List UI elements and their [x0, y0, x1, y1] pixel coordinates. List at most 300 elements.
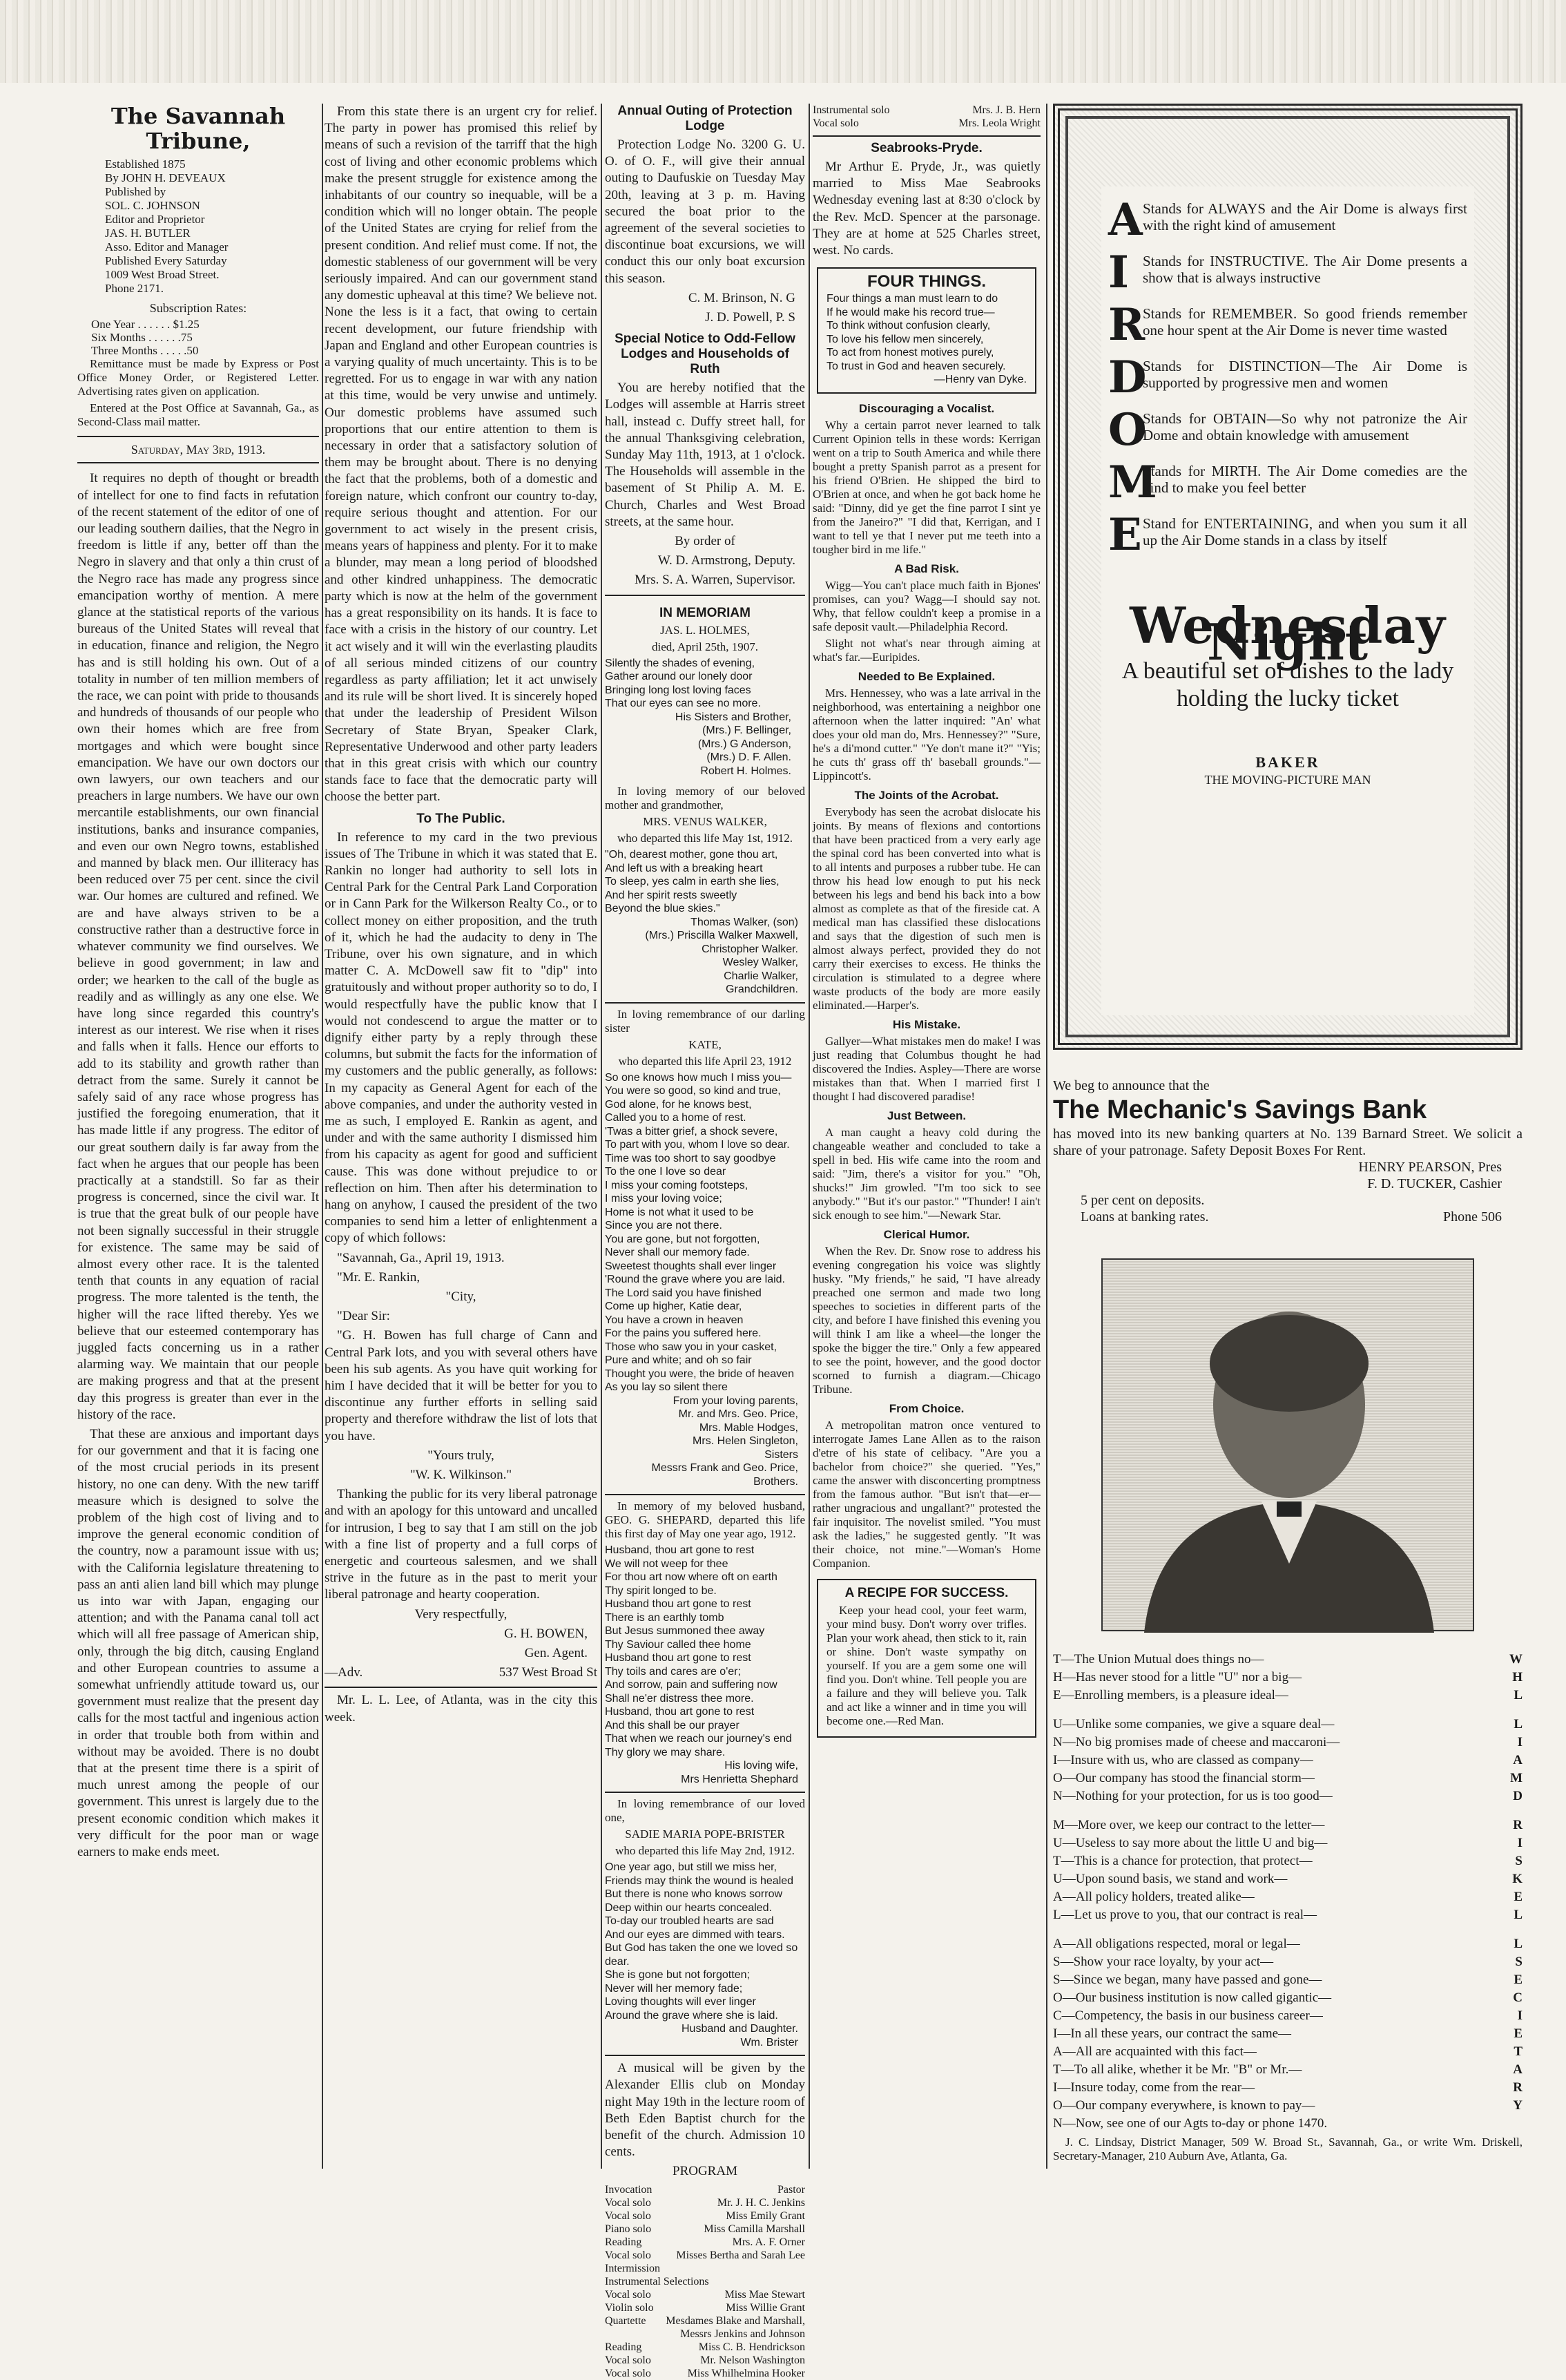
- program-part: Instrumental solo: [813, 104, 890, 116]
- air-dome-initial: D: [1108, 352, 1147, 403]
- story-heading: Just Between.: [887, 1109, 967, 1122]
- acrostic-letter: L: [1514, 1908, 1522, 1922]
- masthead-phone: Phone 2171.: [105, 282, 164, 295]
- air-dome-item: [1108, 247, 1467, 298]
- air-dome-initial: M: [1108, 457, 1157, 508]
- air-dome-text: Stands for REMEMBER. So good friends remember one hour spent at the Air Dome is never time wasted: [1143, 305, 1467, 338]
- recipe-box: [817, 1579, 1036, 1738]
- acrostic-line: [1053, 2115, 1522, 2133]
- acrostic-line: [1053, 2025, 1522, 2043]
- bank-phone: Phone 506: [1443, 1209, 1502, 1225]
- issue-date: Saturday, May 3rd, 1913.: [77, 436, 319, 463]
- masthead-editor1: SOL. C. JOHNSON: [105, 199, 200, 212]
- union-mutual-acrostic: [1053, 1651, 1522, 2133]
- acrostic-letter: T: [1514, 2044, 1522, 2059]
- memoriam-signatures: [605, 711, 805, 778]
- thanks-footer: [325, 1664, 597, 1681]
- masthead-editor2-role: Asso. Editor and Manager: [105, 240, 229, 253]
- program-item: [813, 104, 1041, 117]
- signature-line: Mrs. Helen Singleton,: [693, 1435, 798, 1448]
- acrostic-line: [1053, 1669, 1522, 1687]
- program-performer: Miss Willie Grant: [726, 2301, 805, 2314]
- memoriam-poem: [605, 1861, 805, 2022]
- program-performer: Mr. J. H. C. Jenkins: [717, 2196, 805, 2209]
- memoriam-poem: [605, 657, 805, 711]
- signature-line: (Mrs.) F. Bellinger,: [702, 724, 791, 737]
- signature-line: (Mrs.) G Anderson,: [697, 738, 791, 750]
- acrostic-line: [1053, 2097, 1522, 2115]
- poem-line: To part with you, whom I love so dear.: [605, 1139, 790, 1151]
- bank-cashier: F. D. TUCKER, Cashier: [1367, 1176, 1502, 1191]
- story-heading: Discouraging a Vocalist.: [858, 401, 995, 415]
- program-item: [605, 2249, 805, 2262]
- letter-city: "City,: [445, 1289, 476, 1305]
- poem-line: You were so good, so kind and true,: [605, 1085, 781, 1097]
- thanks-signature: G. H. BOWEN,: [504, 1626, 588, 1641]
- air-dome-item: [1108, 194, 1467, 246]
- acrostic-line: [1053, 1953, 1522, 1971]
- program-performer: Miss C. B. Hendrickson: [698, 2341, 805, 2353]
- thanks-role: Gen. Agent.: [524, 1646, 588, 1661]
- notice-signature: W. D. Armstrong, Deputy.: [657, 553, 795, 568]
- poem-line: Beyond the blue skies.": [605, 903, 720, 915]
- acrostic-text: O—Our company has stood the financial storm—: [1053, 1771, 1315, 1785]
- recipe-body: Keep your head cool, your feet warm, your mind busy. Don't worry over trifles. Plan your work ahead, then stick to it, rain or shine. Don't waste sympathy on yourself. If you are a gem some one will find you. Don't whine. Tell people you are a failure and they will believe you. Talk and act like a winner and in time you will become one.—Red Man.: [826, 1603, 1027, 1727]
- memoriam-name: JAS. L. HOLMES,: [660, 623, 750, 637]
- bank-intro: We beg to announce that the: [1053, 1078, 1210, 1093]
- poem-line: The Lord said you have finished: [605, 1287, 762, 1299]
- acrostic-text: I—In all these years, our contract the same—: [1053, 2026, 1292, 2041]
- acrostic-text: T—The Union Mutual does things no—: [1053, 1652, 1264, 1667]
- program-performer: Mrs. A. F. Orner: [732, 2236, 805, 2248]
- signature-line: From your loving parents,: [673, 1394, 798, 1407]
- subscription-heading: Subscription Rates:: [149, 301, 247, 315]
- acrostic-letter: E: [1514, 2026, 1522, 2041]
- memoriam-signatures: [605, 2022, 805, 2049]
- program-item: [605, 2183, 805, 2196]
- poem-line: That when we reach our journey's end: [605, 1733, 792, 1745]
- air-dome-initial: R: [1108, 299, 1146, 351]
- poem-line: 'Twas a bitter grief, a shock severe,: [605, 1125, 778, 1138]
- memoriam-1: [605, 595, 805, 778]
- acrostic-text: I—Insure with us, who are classed as company—: [1053, 1753, 1313, 1767]
- poem-line: And her spirit rests sweetly: [605, 889, 737, 901]
- acrostic-text: I—Insure today, come from the rear—: [1053, 2080, 1255, 2095]
- acrostic-line: [1053, 2043, 1522, 2061]
- poem-line: You have a crown in heaven: [605, 1314, 744, 1326]
- bank-title: The Mechanic's Savings Bank: [1053, 1095, 1427, 1124]
- poem-line: For thou art now where oft on earth: [605, 1571, 777, 1584]
- signature-line: His loving wife,: [724, 1760, 798, 1772]
- wednesday-night-subtitle: A beautiful set of dishes to the lady holding the lucky ticket: [1121, 658, 1454, 712]
- poem-line: 'Round the grave where you are laid.: [605, 1274, 785, 1286]
- bank-loans: Loans at banking rates.: [1081, 1209, 1209, 1225]
- air-dome-ad-content: [1101, 186, 1474, 1015]
- acrostic-letter: E: [1514, 1973, 1522, 1987]
- subscription-rate: Three Months . . . . .50: [91, 344, 199, 358]
- poem-line: To-day our troubled hearts are sad: [605, 1915, 774, 1928]
- masthead-published: Published Every Saturday: [105, 254, 227, 267]
- program-item: [605, 2223, 805, 2236]
- acrostic-letter: I: [1517, 1735, 1522, 1749]
- program-part: Reading: [605, 2236, 642, 2248]
- program-item: [813, 117, 1041, 130]
- poem-line: As you lay so silent there: [605, 1381, 728, 1394]
- program-performer: Miss Whilhelmina Hooker: [687, 2367, 805, 2379]
- program-continued: [813, 104, 1041, 130]
- program-part: Vocal solo: [605, 2249, 651, 2261]
- poem-line: Time was too short to say goodbye: [605, 1152, 776, 1164]
- union-mutual-footer: J. C. Lindsay, District Manager, 509 W. Broad St., Savannah, Ga., or write Wm. Driskell, Secretary-Manager, 210 Auburn Ave, Atlanta, Ga.: [1053, 2136, 1522, 2162]
- signature-line: Thomas Walker, (son): [690, 916, 798, 928]
- remittance-note: Remittance must be made by Express or Post Office Money Order, or Registered Letter. Advertising rates given on application.: [77, 357, 319, 399]
- poem-line: You are gone, but not forgotten,: [605, 1233, 760, 1245]
- poem-line: But God has taken the one we loved so dear.: [605, 1942, 798, 1968]
- musical-body: A musical will be given by the Alexander Ellis club on Monday night May 19th in the lecture room of Beth Eden Baptist church for the benefit of the church. Admission 10 cents.: [605, 2061, 805, 2160]
- poem-line: And left us with a breaking heart: [605, 862, 763, 874]
- column-5: [1053, 104, 1522, 2169]
- wednesday-night-title: Wednesday Night: [1130, 596, 1446, 672]
- acrostic-letter: E: [1514, 1890, 1522, 1904]
- acrostic-text: S—Show your race loyalty, by your act—: [1053, 1955, 1274, 1969]
- air-dome-initial: I: [1108, 247, 1129, 298]
- program-part: Invocation: [605, 2183, 652, 2196]
- program-item: [605, 2236, 805, 2249]
- acrostic-text: T—This is a chance for protection, that protect—: [1053, 1854, 1313, 1868]
- bank-footer: [1053, 1209, 1522, 1225]
- program-part: Vocal solo: [813, 117, 859, 129]
- portrait-silhouette-icon: [1103, 1260, 1476, 1633]
- air-dome-initial: E: [1108, 509, 1142, 561]
- quote: Slight not what's near through aiming at what's far.—Euripides.: [813, 636, 1041, 664]
- poem-line: That our eyes can see no more.: [605, 698, 761, 710]
- signature-line: His Sisters and Brother,: [675, 711, 791, 723]
- poem-line: And this shall be our prayer: [605, 1719, 740, 1731]
- poem-line: For the pains you suffered here.: [605, 1327, 762, 1340]
- entered-note: Entered at the Post Office at Savannah, Ga., as Second-Class mail matter.: [77, 401, 319, 429]
- outing-signature: J. D. Powell, P. S: [705, 310, 795, 325]
- letter-salutation: "Dear Sir:: [337, 1309, 390, 1324]
- acrostic-text: A—All policy holders, treated alike—: [1053, 1890, 1255, 1904]
- story-body: Mrs. Hennessey, who was a late arrival in the neighborhood, was entertaining a neighbor one afternoon when the latter inquired: "An' what does your old man do, Mrs. Hennessey?" "Sure, he's a di'mond cutter." "Ye don't mane it?" "Yis; he cuts th' grass off th' baseball grounds."—Lippincott's.: [813, 686, 1041, 783]
- acrostic-text: S—Since we began, many have passed and gone—: [1053, 1973, 1322, 1987]
- signature-line: Grandchildren.: [726, 983, 798, 996]
- bank-advertisement: [1053, 1077, 1522, 1225]
- signature-line: Sisters: [764, 1448, 798, 1461]
- acrostic-line: [1053, 1716, 1522, 1734]
- air-dome-item: [1108, 352, 1467, 403]
- editorial-paragraph: That these are anxious and important days for our government and that it is facing one of the most crucial periods in its present history, no one can deny. With the new tariff measure which is designed to solve the problem of the high cost of living and to improve the general economic condition of the country, now a paramount issue with us; with the California legislature threatening to pass an anti alien land bill which may plunge us into war with Japan, engaging our attention; and with the Panama canal toll act which will all free passage of American ship, only, through the big ditch, causing England and other European countries to assume a somewhat unfriendly attitude toward us, our government must realize that the present day calls for the most tactful and ingenious action in order that trouble both from within and without may be avoided. There is no doubt that at the present time there is a spirit of much unrest among the people of our government. This unrest is largely due to the present economic condition which makes it very difficult for the poor man or wage earners to make ends meet.: [77, 1426, 319, 1860]
- program-part: Vocal solo: [605, 2196, 651, 2209]
- poem-line: There is an earthly tomb: [605, 1611, 724, 1624]
- story-body: Everybody has seen the acrobat dislocate his joints. By means of flexions and contortions that have been practiced from a very early age the spinal cord has been converted into what is to all intents and purposes a rubber tube. He can throw his head low enough to put his neck between his legs and bend his back into a bow almost as complete as that of the fireside cat. A medical man has classified these dislocations and says that the digestion of such men is almost always perfect, provided they do not carry their exercises to excess. He thinks the circulation is stimulated to a degree where waste products of the body are more easily eliminated.—Harper's.: [813, 805, 1041, 1012]
- story-body: A man caught a heavy cold during the changeable weather and concluded to take a spell in bed. His wife came into the room and said: "Jim, there's a visitor for you." "Oh, shucks!" Jim growled. "I'm too sick to see anybody." "But it's our pastor." "Thunder! I ain't sick enough to see him."—Newark Star.: [813, 1125, 1041, 1222]
- poem-line: Sweetest thoughts shall ever linger: [605, 1260, 777, 1272]
- acrostic-line: [1053, 2079, 1522, 2097]
- acrostic-text: M—More over, we keep our contract to the letter—: [1053, 1818, 1325, 1832]
- air-dome-item: [1108, 299, 1467, 351]
- program-performer: Miss Emily Grant: [726, 2209, 805, 2222]
- poem-line: Husband, thou art gone to rest: [605, 1544, 755, 1557]
- acrostic-letter: A: [1513, 2062, 1522, 2077]
- memoriam-poem: [605, 848, 805, 916]
- signature-line: Wesley Walker,: [722, 957, 798, 969]
- poem-line: Bringing long lost loving faces: [605, 684, 751, 696]
- masthead-address: 1009 West Broad Street.: [105, 268, 220, 281]
- poem-line: Thy glory we may share.: [605, 1746, 726, 1758]
- letter-date: "Savannah, Ga., April 19, 1913.: [337, 1250, 505, 1265]
- acrostic-letter: M: [1510, 1771, 1522, 1785]
- air-dome-item: [1108, 457, 1467, 508]
- memoriam-signatures: [605, 1394, 805, 1489]
- notice-signature: Mrs. S. A. Warren, Supervisor.: [635, 573, 795, 588]
- poem-line: Shall ne'er distress thee more.: [605, 1692, 754, 1705]
- poem-line: Never shall our memory fade.: [605, 1247, 750, 1259]
- poem-line: Husband, thou art gone to rest: [605, 1706, 755, 1718]
- acrostic-letter: A: [1513, 1753, 1522, 1767]
- program-part: Vocal solo: [605, 2288, 651, 2301]
- four-things-line: To love his fellow men sincerely,: [826, 333, 984, 345]
- story-heading: From Choice.: [889, 1401, 965, 1415]
- acrostic-text: N—Now, see one of our Agts to-day or phone 1470.: [1053, 2116, 1328, 2131]
- program-part: Vocal solo: [605, 2354, 651, 2366]
- acrostic-letter: C: [1513, 1990, 1522, 2005]
- column-rule: [322, 104, 323, 2169]
- poem-line: But Jesus summoned thee away: [605, 1625, 765, 1638]
- air-dome-text: Stands for INSTRUCTIVE. The Air Dome presents a show that is always instructive: [1143, 253, 1467, 286]
- bank-interest: 5 per cent on deposits.: [1081, 1193, 1205, 1208]
- story-body: A metropolitan matron once ventured to interrogate James Lane Allen as to the raison d'etre of his state of celibacy. "Are you a bachelor from choice?" she queried. "Yes," came the answer with disconcerting promptness from the famous author. "But isn't that—er—rather ungracious and ungallant?" protested the fair inquisitor. The novelist smiled. "You must ask the ladies," he suggested gently. "It was their choice, not mine."—Woman's Home Companion.: [813, 1418, 1041, 1570]
- poem-line: Thy spirit longed to be.: [605, 1584, 717, 1597]
- program-performer: Misses Bertha and Sarah Lee: [676, 2249, 805, 2261]
- air-dome-item: [1108, 509, 1467, 561]
- thanks-paragraph: Thanking the public for its very liberal patronage and with an apology for this untoward and uncalled for intrusion, I beg to say that I am still on the job with a fine list of property and a full corps of energetic and courteous salesmen, and we shall strive in the future as in the past to merit your liberal patronage and hearty cooperation.: [325, 1487, 597, 1602]
- acrostic-line: [1053, 1888, 1522, 1906]
- personal-note: Mr. L. L. Lee, of Atlanta, was in the city this week.: [325, 1687, 597, 1725]
- acrostic-letter: I: [1517, 1836, 1522, 1850]
- poem-line: So one knows how much I miss you—: [605, 1071, 792, 1084]
- signature-line: Messrs Frank and Geo. Price, Brothers.: [651, 1462, 798, 1488]
- outing-body: Protection Lodge No. 3200 G. U. O. of O. F., will give their annual outing to Daufuskie on Tuesday May 20th, leaving at 3 p. m. Having secured the boat prior to the agreement of the several societies to discontinue boat excursions, we will conduct this our only boat excursion this season.: [605, 137, 805, 286]
- thanks-close: Very respectfully,: [414, 1606, 508, 1622]
- memoriam-name: SADIE MARIA POPE-BRISTER: [625, 1827, 785, 1841]
- poem-line: Those who saw you in your casket,: [605, 1341, 777, 1353]
- memoriam-intro: In loving remembrance of our loved one,: [605, 1797, 805, 1825]
- poem-line: One year ago, but still we miss her,: [605, 1861, 777, 1874]
- poem-line: Home is not what it used to be: [605, 1206, 754, 1218]
- memoriam-died: who departed this life April 23, 1912: [618, 1054, 792, 1068]
- signature-line: Charlie Walker,: [724, 970, 798, 982]
- memoriam-died: who departed this life May 1st, 1912.: [617, 832, 793, 845]
- program-performer: Mrs. Leola Wright: [958, 117, 1041, 129]
- acrostic-text: A—All obligations respected, moral or legal—: [1053, 1937, 1300, 1951]
- acrostic-spacer: [1053, 1805, 1522, 1816]
- acrostic-spacer: [1053, 1924, 1522, 1935]
- program-part: Intermission: [605, 2262, 660, 2274]
- story-heading: His Mistake.: [892, 1017, 961, 1031]
- poem-line: Around the grave where she is laid.: [605, 2009, 778, 2022]
- signature-line: Mr. and Mrs. Geo. Price,: [678, 1408, 798, 1421]
- story-heading: Clerical Humor.: [883, 1227, 970, 1241]
- memoriam-died: who departed this life May 2nd, 1912.: [615, 1844, 795, 1858]
- signature-line: Wm. Brister: [740, 2036, 798, 2048]
- public-notice-body: In reference to my card in the two previous issues of The Tribune in which it was stated that E. Rankin no longer had authority to sell lots in Central Park for the Central Park Land Corporation or in Cann Park for the Wilkerson Realty Co., or to collect money on either proposition, and the truth of it, which he had the audacity to deny in The Tribune, over his own signature, and in which matter C. A. McDowell saw fit to "dip" into gratuitously and without proper authority so to do, I would respectfully have the public know that I would not condescend to argue the matter or to dignify either party by a reply through these columns, but submit the facts for the information of my customers and the public generally, as follows: In my capacity as General Agent for each of the above companies, and under the authority vested in me as such, I employed E. Rankin as agent, and under and with the same authority I dismissed him from his capacity as agent for good and sufficient cause. This was done without prejudice to or reflection on him. Then after his determination to hang on anyhow, I caused the president of the two companies to send him a letter of enlightenment a copy of which follows:: [325, 829, 597, 1246]
- acrostic-text: U—Unlike some companies, we give a square deal—: [1053, 1717, 1335, 1731]
- air-dome-text: Stand for ENTERTAINING, and when you sum it all up the Air Dome stands in a class by itself: [1143, 515, 1467, 548]
- acrostic-text: E—Enrolling members, is a pleasure ideal—: [1053, 1688, 1288, 1702]
- column-3: [605, 104, 805, 2379]
- acrostic-line: [1053, 1687, 1522, 1705]
- air-dome-text: Stands for ALWAYS and the Air Dome is always first with the right kind of amusement: [1143, 200, 1467, 233]
- subscription-rate: Six Months . . . . . .75: [91, 331, 193, 345]
- poem-line: Come up higher, Katie dear,: [605, 1301, 742, 1313]
- story-heading: Needed to Be Explained.: [858, 669, 996, 683]
- poem-line: To sleep, yes calm in earth she lies,: [605, 876, 780, 888]
- poem-line: Never will her memory fade;: [605, 1982, 743, 1995]
- program-performer: Pastor: [777, 2183, 805, 2196]
- column-rule: [1046, 104, 1047, 2169]
- acrostic-text: O—Our business institution is now called gigantic—: [1053, 1990, 1332, 2005]
- adv-label: —Adv.: [325, 1665, 363, 1680]
- program-part: Instrumental Selections: [605, 2275, 709, 2287]
- memoriam-name: MRS. VENUS WALKER,: [643, 815, 767, 829]
- program-item: [605, 2196, 805, 2209]
- advertiser-tagline: THE MOVING-PICTURE MAN: [1204, 772, 1371, 787]
- acrostic-text: U—Upon sound basis, we stand and work—: [1053, 1872, 1288, 1886]
- program-part: Vocal solo: [605, 2367, 651, 2379]
- poem-line: And our eyes are dimmed with tears.: [605, 1928, 785, 1941]
- memoriam-name: KATE,: [688, 1037, 722, 1051]
- air-dome-list: [1108, 194, 1467, 561]
- four-things-box: [817, 267, 1036, 394]
- acrostic-line: [1053, 1816, 1522, 1834]
- program-item: [605, 2262, 805, 2275]
- acrostic-line: [1053, 2007, 1522, 2025]
- masthead-editor2: JAS. H. BUTLER: [105, 227, 191, 240]
- poem-line: Friends may think the wound is healed: [605, 1874, 794, 1887]
- notice-body: You are hereby notified that the Lodges will assemble at Harris street hall, instead c. Duffy street hall, for the annual Thanksgiving celebration, Sunday May 11th, 1913, at 1 o'clock. The Households will assemble in the basement of St Philip A. M. E. Church, Charles and West Broad streets, at the same hour.: [605, 381, 805, 529]
- subscription-rate: One Year . . . . . . $1.25: [91, 318, 200, 332]
- letter-recipient: "Mr. E. Rankin,: [337, 1269, 420, 1285]
- poem-line: I miss your loving voice;: [605, 1193, 722, 1205]
- masthead-founder: By JOHN H. DEVEAUX: [105, 171, 226, 184]
- memoriam-died: died, April 25th, 1907.: [652, 640, 758, 653]
- program-list: [605, 2183, 805, 2380]
- wedding-body: Mr Arthur E. Pryde, Jr., was quietly married to Miss Mae Seabrooks Wednesday evening last at 8:30 o'clock by the Rev. McD. Spencer at the parsonage. They are at home at 525 Charles street, west. No cards.: [813, 160, 1041, 258]
- acrostic-text: H—Has never stood for a little "U" nor a big—: [1053, 1670, 1302, 1685]
- acrostic-text: C—Competency, the basis in our business career—: [1053, 2008, 1323, 2023]
- four-things-heading: FOUR THINGS.: [867, 272, 986, 291]
- program-performer: Mr. Nelson Washington: [700, 2354, 805, 2366]
- memoriam-poem: [605, 1071, 805, 1394]
- signature-line: Mrs Henrietta Shephard: [681, 1773, 798, 1785]
- acrostic-line: [1053, 1834, 1522, 1852]
- acrostic-line: [1053, 1870, 1522, 1888]
- letter-signature: "W. K. Wilkinson.": [409, 1468, 512, 1483]
- signature-line: (Mrs.) Priscilla Walker Maxwell,: [645, 930, 798, 942]
- memoriam-3: [605, 1002, 805, 1489]
- acrostic-line: [1053, 2061, 1522, 2079]
- signature-line: Robert H. Holmes.: [700, 765, 791, 777]
- masthead-title: The Savannah Tribune,: [110, 103, 286, 154]
- program-performer: Mrs. J. B. Hern: [972, 104, 1041, 116]
- poem-line: God alone, for he knows best,: [605, 1098, 752, 1111]
- signature-line: Mrs. Mable Hodges,: [699, 1421, 798, 1434]
- poem-line: And sorrow, pain and suffering now: [605, 1679, 777, 1691]
- story-body: Wigg—You can't place much faith in Bjones' promises, can you? Wagg—I should say not. Why, that fellow couldn't keep a promise in a safe deposit vault.—Philadelphia Record.: [813, 578, 1041, 633]
- poem-line: Gather around our lonely door: [605, 671, 753, 683]
- acrostic-line: [1053, 1935, 1522, 1953]
- masthead-established: Established 1875: [105, 157, 186, 171]
- bank-body: has moved into its new banking quarters at No. 139 Barnard Street. We solicit a share of your patronage. Safety Deposit Boxes For Rent.: [1053, 1126, 1522, 1158]
- program-performer: Miss Camilla Marshall: [704, 2223, 805, 2235]
- acrostic-line: [1053, 1971, 1522, 1989]
- story-body: Gallyer—What mistakes men do make! I was just reading that Columbus thought he had discovered the Indies. Aspley—There are worse mistakes than that. When I married first I thought I had discovered paradise!: [813, 1034, 1041, 1103]
- memoriam-intro: In loving memory of our beloved mother and grandmother,: [605, 785, 805, 812]
- acrostic-line: [1053, 1989, 1522, 2007]
- acrostic-letter: W: [1509, 1652, 1522, 1667]
- memoriam-intro: In memory of my beloved husband, GEO. G. SHEPARD, departed this life this first day of May one year ago, 1912.: [605, 1499, 805, 1541]
- poem-line: I miss your coming footsteps,: [605, 1179, 748, 1191]
- outing-signature: C. M. Brinson, N. G: [688, 290, 795, 305]
- acrostic-letter: R: [1513, 2080, 1522, 2095]
- program-part: Quartette: [605, 2314, 646, 2327]
- page-header-band: [0, 0, 1566, 83]
- poem-line: Thy Saviour called thee home: [605, 1638, 751, 1651]
- acrostic-letter: L: [1514, 1717, 1522, 1731]
- poem-line: Loving thoughts will ever linger: [605, 1996, 756, 2008]
- program-item: [605, 2209, 805, 2223]
- column-4: [813, 104, 1041, 2169]
- air-dome-initial: O: [1108, 404, 1147, 456]
- acrostic-line: [1053, 1852, 1522, 1870]
- masthead-editor1-role: Editor and Proprietor: [105, 213, 205, 226]
- poem-line: But there is none who knows sorrow: [605, 1888, 783, 1901]
- poem-line: She is gone but not forgotten;: [605, 1969, 750, 1981]
- story-heading: A Bad Risk.: [894, 562, 959, 575]
- air-dome-text: Stands for MIRTH. The Air Dome comedies are the kind to make you feel better: [1143, 463, 1467, 496]
- memoriam-heading: IN MEMORIAM: [659, 605, 751, 620]
- poem-line: Husband thou art gone to rest: [605, 1652, 751, 1664]
- poem-line: To the one I love so dear: [605, 1166, 726, 1178]
- thanks-address: 537 West Broad St: [499, 1665, 597, 1680]
- story-heading: The Joints of the Acrobat.: [854, 788, 999, 802]
- poem-line: Pure and white; and oh so fair: [605, 1354, 752, 1367]
- acrostic-letter: K: [1512, 1872, 1522, 1886]
- acrostic-letter: S: [1515, 1955, 1522, 1969]
- acrostic-line: [1053, 1906, 1522, 1924]
- memoriam-signatures: [605, 1759, 805, 1786]
- poem-line: Deep within our hearts concealed.: [605, 1901, 772, 1914]
- acrostic-line: [1053, 1651, 1522, 1669]
- letter-close: "Yours truly,: [427, 1448, 494, 1463]
- recipe-heading: A RECIPE FOR SUCCESS.: [844, 1585, 1009, 1600]
- air-dome-initial: A: [1108, 194, 1143, 246]
- program-part: Piano solo: [605, 2223, 652, 2235]
- acrostic-line: [1053, 1752, 1522, 1769]
- acrostic-letter: I: [1517, 2008, 1522, 2023]
- program-item: [605, 2275, 805, 2288]
- poem-line: Called you to a home of rest.: [605, 1112, 746, 1124]
- signature-line: Christopher Walker.: [702, 943, 798, 955]
- acrostic-letter: H: [1512, 1670, 1522, 1685]
- column-2: [325, 104, 597, 2169]
- air-dome-advertisement: [1053, 104, 1522, 1050]
- public-notice-heading: To The Public.: [416, 811, 505, 826]
- musical-notice: [605, 2055, 805, 2379]
- acrostic-text: L—Let us prove to you, that our contract is real—: [1053, 1908, 1317, 1922]
- four-things-line: Four things a man must learn to do: [826, 293, 998, 305]
